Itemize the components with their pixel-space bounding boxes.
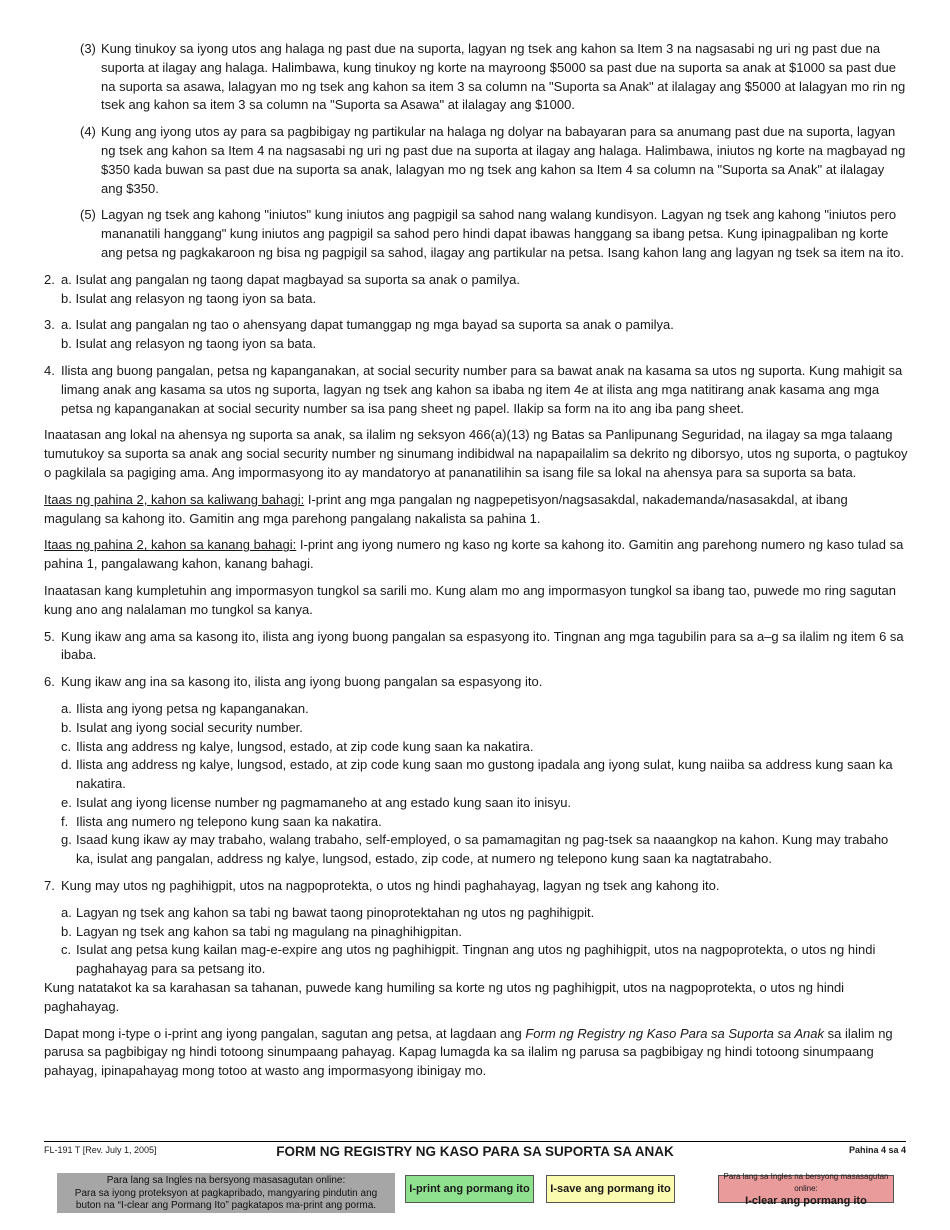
list-letter: b.: [61, 923, 72, 939]
item-7-list: [44, 904, 908, 979]
item-number: 2.: [44, 271, 55, 287]
list-letter: d.: [61, 757, 72, 773]
item-number: 6.: [44, 674, 55, 690]
list-text: Lagyan ng tsek ang kahon sa tabi ng magulang na pinaghihigpitan.: [76, 923, 462, 939]
list-letter: g.: [61, 832, 72, 848]
save-form-button[interactable]: I-save ang pormang ito: [546, 1175, 675, 1203]
list-text: Lagyan ng tsek ang kahon sa tabi ng bawat taong pinoprotektahan ng utos ng paghihigpit.: [76, 904, 595, 920]
right-box-label: Itaas ng pahina 2, kahon sa kanang bahagi:: [44, 537, 297, 553]
signature-paragraph: [44, 1025, 908, 1081]
sub-item-4: [44, 123, 908, 198]
form-id: FL-191 T [Rev. July 1, 2005]: [44, 1145, 157, 1155]
list-text: Isulat ang petsa kung kailan mag-e-expire ang utos ng paghihigpit. Tingnan ang utos ng paghihigpit, utos na nagpoprotekta, o utos ng hindi paghahayag para sa petsang ito.: [76, 942, 876, 977]
clear-note: Para lang sa Ingles na bersyong masasagutan online:: [723, 1172, 889, 1193]
list-text: Ilista ang numero ng telepono kung saan ka nakatira.: [76, 813, 382, 829]
sub-item-number: (3): [80, 41, 96, 56]
item-number: 7.: [44, 878, 55, 894]
item-6: [44, 673, 908, 692]
item-text: Kung may utos ng paghihigpit, utos na nagpoprotekta, o utos ng hindi paghahayag, lagyan ng tsek ang kahong ito.: [61, 878, 720, 894]
footer-divider: [44, 1141, 906, 1142]
list-text: Ilista ang address ng kalye, lungsod, estado, at zip code kung saan ka nakatira.: [76, 738, 534, 754]
list-letter: c.: [61, 942, 72, 958]
list-text: Isulat ang iyong license number ng pagmamaneho at ang estado kung saan ito inisyu.: [76, 794, 572, 810]
online-notice-box: [57, 1173, 395, 1213]
item-6-list: [44, 700, 908, 869]
print-form-button[interactable]: I-print ang pormang ito: [405, 1175, 534, 1203]
item-2: [44, 271, 908, 309]
list-text: Ilista ang address ng kalye, lungsod, estado, at zip code kung saan mo gustong ipadala ang iyong sulat, kung naiiba sa address kung saan ka nakatira.: [76, 757, 893, 792]
page-number: Pahina 4 sa 4: [848, 1145, 906, 1155]
item-5: [44, 628, 908, 666]
list-item: [61, 738, 908, 757]
form-title: FORM NG REGISTRY NG KASO PARA SA SUPORTA SA ANAK: [276, 1144, 674, 1159]
clear-form-button[interactable]: [718, 1172, 894, 1207]
item-number: 3.: [44, 317, 55, 333]
list-item: [61, 719, 908, 738]
list-item: [61, 831, 908, 869]
item-3: [44, 316, 908, 354]
item-text: Kung ikaw ang ama sa kasong ito, ilista ang iyong buong pangalan sa espasyong ito. Tingnan ang mga tagubilin para sa a–g sa ilalim ng item 6 sa ibaba.: [61, 628, 904, 663]
item-2b: b. Isulat ang relasyon ng taong iyon sa bata.: [61, 290, 317, 306]
list-text: Isaad kung ikaw ay may trabaho, walang trabaho, self-employed, o sa pamamagitan ng pag-tsek sa naaangkop na kahon. Kung may trabaho ka, isulat ang pangalan, address ng kalye, lungsod, estado, zip code, at numero ng telepono kung saan ka nagtatrabaho.: [76, 832, 889, 867]
signature-text-pre: Dapat mong i-type o i-print ang iyong pangalan, sagutan ang petsa, at lagdaan ang: [44, 1025, 526, 1041]
item-7: [44, 877, 908, 896]
list-item: [61, 923, 908, 942]
left-box-label: Itaas ng pahina 2, kahon sa kaliwang bahagi:: [44, 491, 305, 507]
online-notice-line-3: buton na “I-clear ang Pormang Ito” pagkatapos ma-print ang porma.: [75, 1200, 377, 1211]
right-box-text: I-print ang iyong numero ng kaso ng korte sa kahong ito. Gamitin ang parehong numero ng kaso tulad sa pahina 1, pangalawang kahon, kanang bahagi.: [44, 537, 904, 572]
list-item: [61, 904, 908, 923]
list-item: [61, 941, 908, 979]
sub-item-number: (5): [80, 207, 96, 223]
complete-info-paragraph: Inaatasan kang kumpletuhin ang impormasyon tungkol sa sarili mo. Kung alam mo ang impormasyon tungkol sa ibang tao, puwede mo ring sagutan kung ano ang nalalaman mo tungkol sa kanya.: [44, 582, 896, 617]
list-letter: a.: [61, 904, 72, 920]
left-box-paragraph: [44, 491, 908, 529]
list-letter: a.: [61, 700, 72, 716]
sub-item-5: [44, 206, 908, 262]
list-letter: f.: [61, 813, 69, 829]
list-item: [61, 794, 908, 813]
online-notice-line-1: Para lang sa Ingles na bersyong masasagutan online:: [106, 1175, 346, 1186]
agency-paragraph: Inaatasan ang lokal na ahensya ng suporta sa anak, sa ilalim ng seksyon 466(a)(13) ng Batas sa Panlipunang Seguridad, na ilagay sa mga talaang tumutukoy sa suporta sa anak ang social security number ng sinumang indibidwal na napapailalim sa dekrito ng diborsyo, utos ng suporta, o pagtukoy o pagkilala sa pagiging ama. Ang impormasyong ito ay mandatoryo at pananatilihin sa isang file sa lokal na ahensya para sa suporta sa bata.: [44, 427, 908, 480]
sub-item-text: Kung ang iyong utos ay para sa pagbibigay ng partikular na halaga ng dolyar na babayaran para sa anumang past due na suporta, lagyan ng tsek ang kahon sa Item 4 na nagsasabi ng uri ng past due na suporta at ilagay ang halaga. Halimbawa, iniutos ng korte na magbayad ng $350 kada buwan sa past due na suporta sa anak, lalagyan mo ng tsek ang kahon sa Item 4 sa column na "Suporta sa Anak" at ilalagay ang $350.: [101, 124, 906, 196]
item-3b: b. Isulat ang relasyon ng taong iyon sa bata.: [61, 336, 317, 352]
item-4: [44, 362, 908, 418]
left-box-text: I-print ang mga pangalan ng nagpepetisyon/nagsasakdal, nakademanda/nasasakdal, at ibang magulang sa kahong ito. Gamitin ang mga parehong pangalang nakalista sa pahina 1.: [44, 491, 848, 526]
right-box-paragraph: [44, 536, 908, 574]
item-3a: a. Isulat ang pangalan ng tao o ahensyang dapat tumanggap ng mga bayad sa suporta sa anak o pamilya.: [61, 317, 674, 333]
sub-item-text: Lagyan ng tsek ang kahong "iniutos" kung iniutos ang pagpigil sa sahod nang walang kundisyon. Lagyan ng tsek ang kahong "iniutos pero mananatili hanggang" kung iniutos ang pagpigil sa sahod pero hindi dapat ibawas hanggang sa ibang petsa. Kung ipinagpaliban ng korte ang petsa ng pagkakaroon ng bisa ng pagpigil sa sahod, ilagay ang partikular na petsa. Isang kahon lang ang lagyan ng tsek sa item na ito.: [101, 207, 904, 260]
item-number: 4.: [44, 362, 55, 378]
list-text: Ilista ang iyong petsa ng kapanganakan.: [76, 700, 309, 716]
sub-item-number: (4): [80, 124, 96, 140]
list-item: [61, 813, 908, 832]
item-number: 5.: [44, 628, 55, 644]
clear-label: I-clear ang pormang ito: [745, 1195, 867, 1207]
instructions-body: [44, 40, 908, 1089]
list-text: Isulat ang iyong social security number.: [76, 719, 303, 735]
violence-paragraph: Kung natatakot ka sa karahasan sa tahanan, puwede kang humiling sa korte ng utos ng paghihigpit, utos na nagpoprotekta, o utos ng hindi paghahayag.: [44, 980, 845, 1014]
list-item: [61, 756, 908, 794]
sub-item-text: Kung tinukoy sa iyong utos ang halaga ng past due na suporta, lagyan ng tsek ang kahon sa Item 3 na nagsasabi ng uri ng past due na suporta at ilagay ang halaga. Halimbawa, kung tinukoy ng korte na mayroong $5000 sa past due na suporta sa anak at $1000 sa past due na suporta sa asawa, lalagyan mo ng tsek ang kahon sa item 3 sa column na "Suporta sa Anak" at ilalagay ang $5000 at lalagyan mo rin ng tsek ang kahon sa item 3 sa column na "Suporta sa Asawa" at ilalagay ang $1000.: [101, 41, 906, 113]
item-text: Ilista ang buong pangalan, petsa ng kapanganakan, at social security number para sa bawat anak na kasama sa utos ng suporta. Kung mahigit sa limang anak ang kasama sa utos ng suporta, lagyan ng tsek ang kahon sa ibaba ng item 4e at ilista ang mga natitirang anak kasama ang mga petsa ng kapanganakan at social security number sa isa pang sheet ng papel. Ilakip sa form na ito ang iba pang sheet.: [61, 362, 903, 416]
item-2a: a. Isulat ang pangalan ng taong dapat magbayad sa suporta sa anak o pamilya.: [61, 271, 520, 287]
sub-item-3: [44, 40, 908, 115]
list-letter: b.: [61, 719, 72, 735]
signature-text-post: sa ilalim ng parusa sa pagbibigay ng hindi totoong sinumpaang pahayag. Kapag lumagda ka sa ilalim ng parusa sa pagbibigay ng hindi totoong sinumpaang pahayag, ipinapahayag mong totoo at wasto ang impormasyong ibinigay mo.: [44, 1025, 893, 1079]
list-item: [61, 700, 908, 719]
item-text: Kung ikaw ang ina sa kasong ito, ilista ang iyong buong pangalan sa espasyong ito.: [61, 674, 543, 690]
form-name: Form ng Registry ng Kaso Para sa Suporta sa Anak: [525, 1025, 825, 1041]
list-letter: c.: [61, 738, 72, 754]
list-letter: e.: [61, 794, 72, 810]
online-notice-line-2: Para sa iyong proteksyon at pagkapribado, mangyaring pindutin ang: [74, 1187, 378, 1199]
